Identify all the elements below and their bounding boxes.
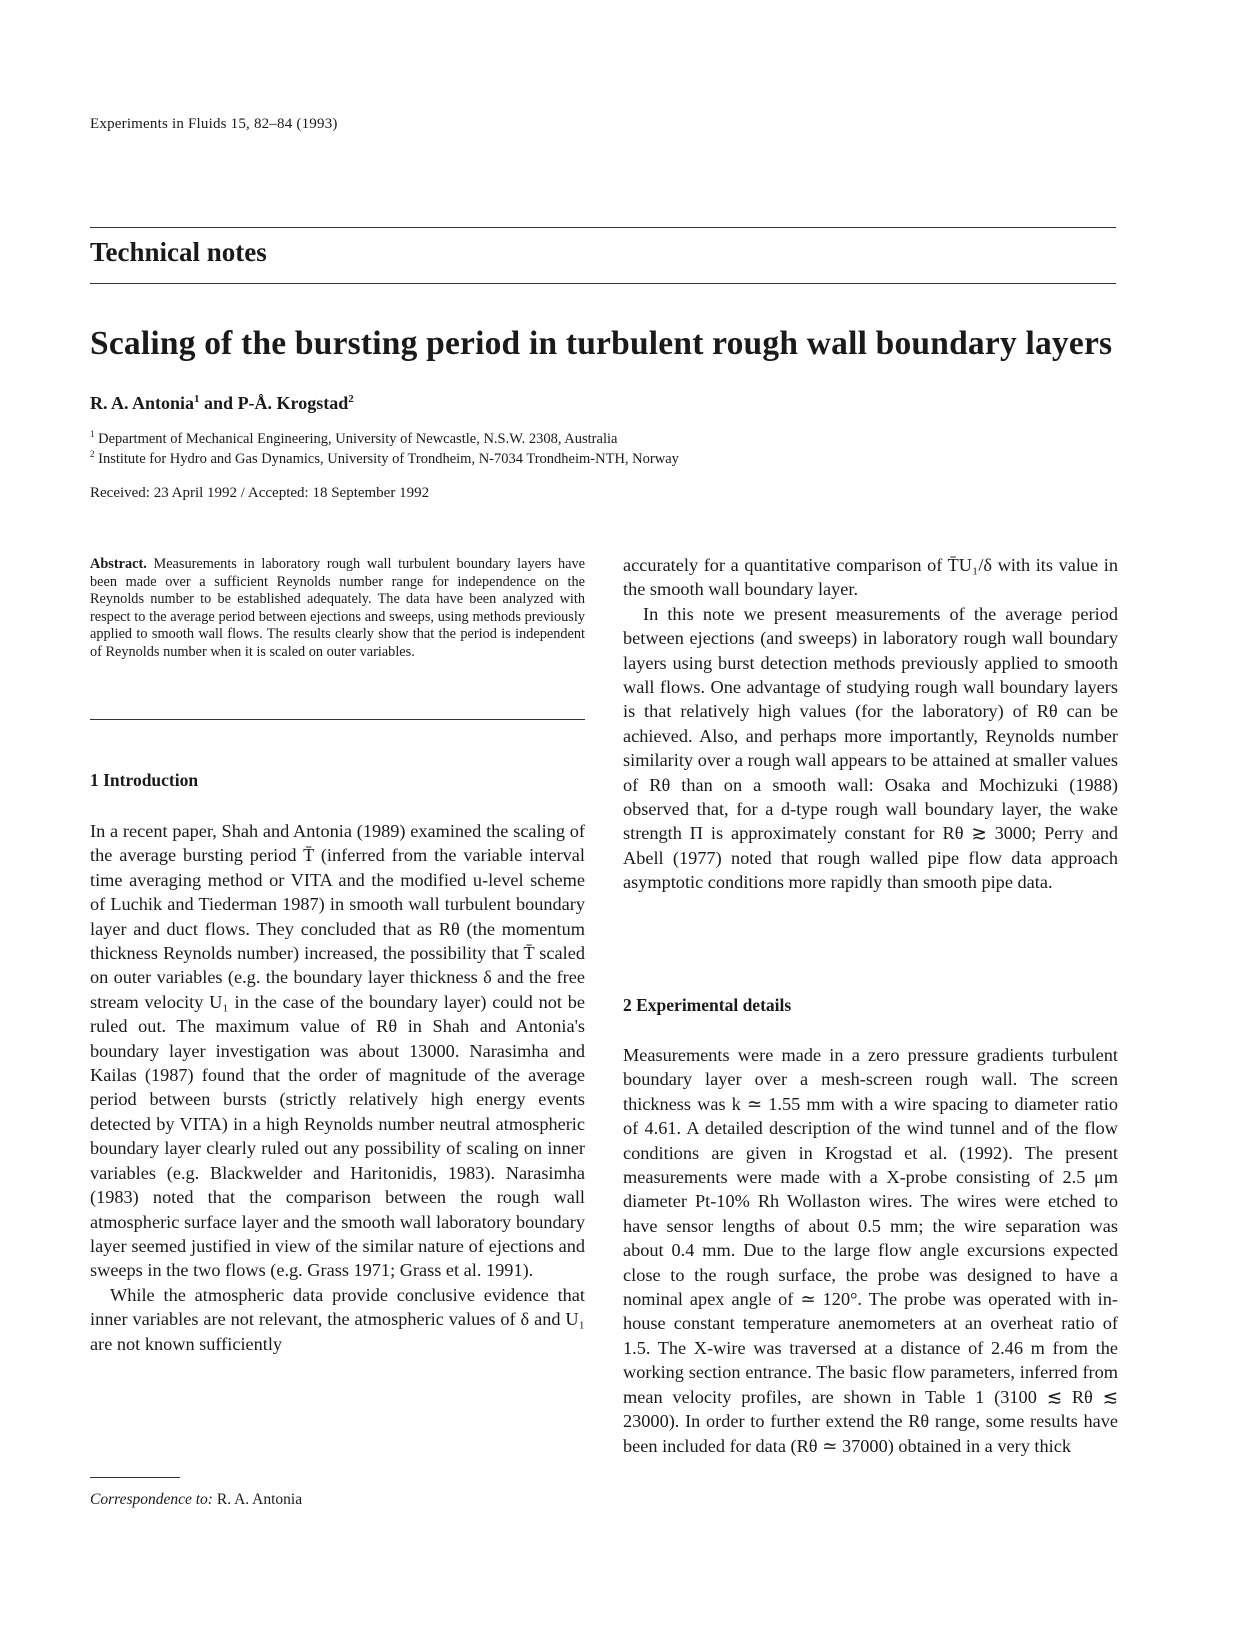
section-heading-experimental: 2 Experimental details xyxy=(623,995,792,1015)
affiliation-marker: 1 xyxy=(90,429,95,439)
abstract-label: Abstract. xyxy=(90,556,147,572)
section-label: Technical notes xyxy=(90,237,267,267)
abstract-rule xyxy=(90,719,585,720)
paragraph: In this note we present measurements of the average period between ejections (and sweeps) in laboratory rough wall boundary layers using burst detection methods previously applied to smooth wall flows. One advantage of studying rough wall boundary layers is that relatively high values (for the laboratory) of Rθ can be achieved. Also, and perhaps more importantly, Reynolds number similarity over a rough wall appears to be attained at smaller values of Rθ than on a smooth wall: Osaka and Mochizuki (1988) observed that, for a d-type rough wall boundary layer, the wake strength Π is approximately constant for Rθ ≳ 3000; Perry and Abell (1977) noted that rough walled pipe flow data approach asymptotic conditions more rapidly than smooth pipe data. xyxy=(623,603,1118,893)
affiliation xyxy=(90,429,617,448)
correspondence-note xyxy=(90,1491,302,1509)
paragraph: Measurements were made in a zero pressure gradients turbulent boundary layer over a mesh-screen rough wall. The screen thickness was k ≃ 1.55 mm with a wire spacing to diameter ratio of 4.61. A detailed description of the wind tunnel and of the flow conditions are given in Krogstad et al. (1992). The present measurements were made with a X-probe consisting of 2.5 μm diameter Pt-10% Rh Wollaston wires. The wires were etched to have sensor lengths of about 0.5 mm; the wire separation was about 0.4 mm. Due to the large flow angle excursions expected close to the rough surface, the probe was designed to have a nominal apex angle of ≃ 120°. The probe was operated with in-house constant temperature anemometers at an overheat ratio of 1.5. The X-wire was traversed at a distance of 2.46 m from the working section entrance. The basic flow parameters, inferred from mean velocity profiles, are shown in Table 1 (3100 ≲ Rθ ≲ 23000). In order to further extend the Rθ range, some results have been included for data (Rθ ≃ 37000) obtained in a very thick xyxy=(623,1045,1118,1456)
paragraph: In a recent paper, Shah and Antonia (1989) examined the scaling of the average bursting period T̄ (inferred from the variable interval time averaging method or VITA and the modified u-level scheme of Luchik and Tiederman 1987) in smooth wall turbulent boundary layer and duct flows. They concluded that as Rθ (the momentum thickness Reynolds number) increased, the possibility that T̄ scaled on outer variables (e.g. the boundary layer thickness δ and the free stream velocity U₁ in the case of the boundary layer) could not be ruled out. The maximum value of Rθ in Shah and Antonia's boundary layer investigation was about 13000. Narasimha and Kailas (1987) found that the order of magnitude of the average period between bursts (strictly relatively high energy events detected by VITA) in a high Reynolds number neutral atmospheric boundary layer clearly ruled out any possibility of scaling on inner variables (e.g. Blackwelder and Haritonidis, 1983). Narasimha (1983) noted that the comparison between the rough wall atmospheric surface layer and the smooth wall laboratory boundary layer seemed justified in view of the similar nature of ejections and sweeps in the two flows (e.g. Grass 1971; Grass et al. 1991). xyxy=(90,821,585,1281)
header-rule-bottom xyxy=(90,283,1116,284)
paragraph: accurately for a quantitative comparison of T̄U₁/δ with its value in the smooth wall boundary layer. xyxy=(623,555,1118,600)
affiliation xyxy=(90,449,679,468)
correspondence-label: Correspondence to: xyxy=(90,1491,213,1508)
author-affil-marker: 2 xyxy=(348,393,354,405)
author-affil-marker: 1 xyxy=(194,393,200,405)
author-separator: and xyxy=(199,393,238,413)
header-rule-top xyxy=(90,227,1116,228)
left-column-body xyxy=(90,819,585,1356)
section-heading-introduction: 1 Introduction xyxy=(90,770,199,790)
right-column-body xyxy=(623,553,1118,895)
affiliation-text: Department of Mechanical Engineering, University of Newcastle, N.S.W. 2308, Australia xyxy=(98,430,618,447)
affiliation-marker: 2 xyxy=(90,449,95,459)
abstract xyxy=(90,556,585,661)
abstract-text: Measurements in laboratory rough wall turbulent boundary layers have been made over a sufficient Reynolds number range for independence on the Reynolds number to be established adequately. The data have been analyzed with respect to the average period between ejections and sweeps, using methods previously applied to smooth wall flows. The results clearly show that the period is independent of Reynolds number when it is scaled on outer variables. xyxy=(90,556,586,660)
author-name: R. A. Antonia xyxy=(90,393,195,413)
journal-citation: Experiments in Fluids 15, 82–84 (1993) xyxy=(90,116,338,132)
paragraph: While the atmospheric data provide conclusive evidence that inner variables are not relevant, the atmospheric values of δ and U₁ are not known sufficiently xyxy=(90,1284,585,1354)
author-list xyxy=(90,393,354,414)
author-name: P-Å. Krogstad xyxy=(237,393,349,413)
received-dates: Received: 23 April 1992 / Accepted: 18 September 1992 xyxy=(90,485,430,501)
paper-title: Scaling of the bursting period in turbulent rough wall boundary layers xyxy=(90,325,1113,362)
affiliation-text: Institute for Hydro and Gas Dynamics, University of Trondheim, N-7034 Trondheim-NTH, Norway xyxy=(98,450,679,467)
footnote-rule xyxy=(90,1477,180,1478)
correspondence-name: R. A. Antonia xyxy=(216,1491,303,1508)
right-column-body-2 xyxy=(623,1043,1118,1458)
